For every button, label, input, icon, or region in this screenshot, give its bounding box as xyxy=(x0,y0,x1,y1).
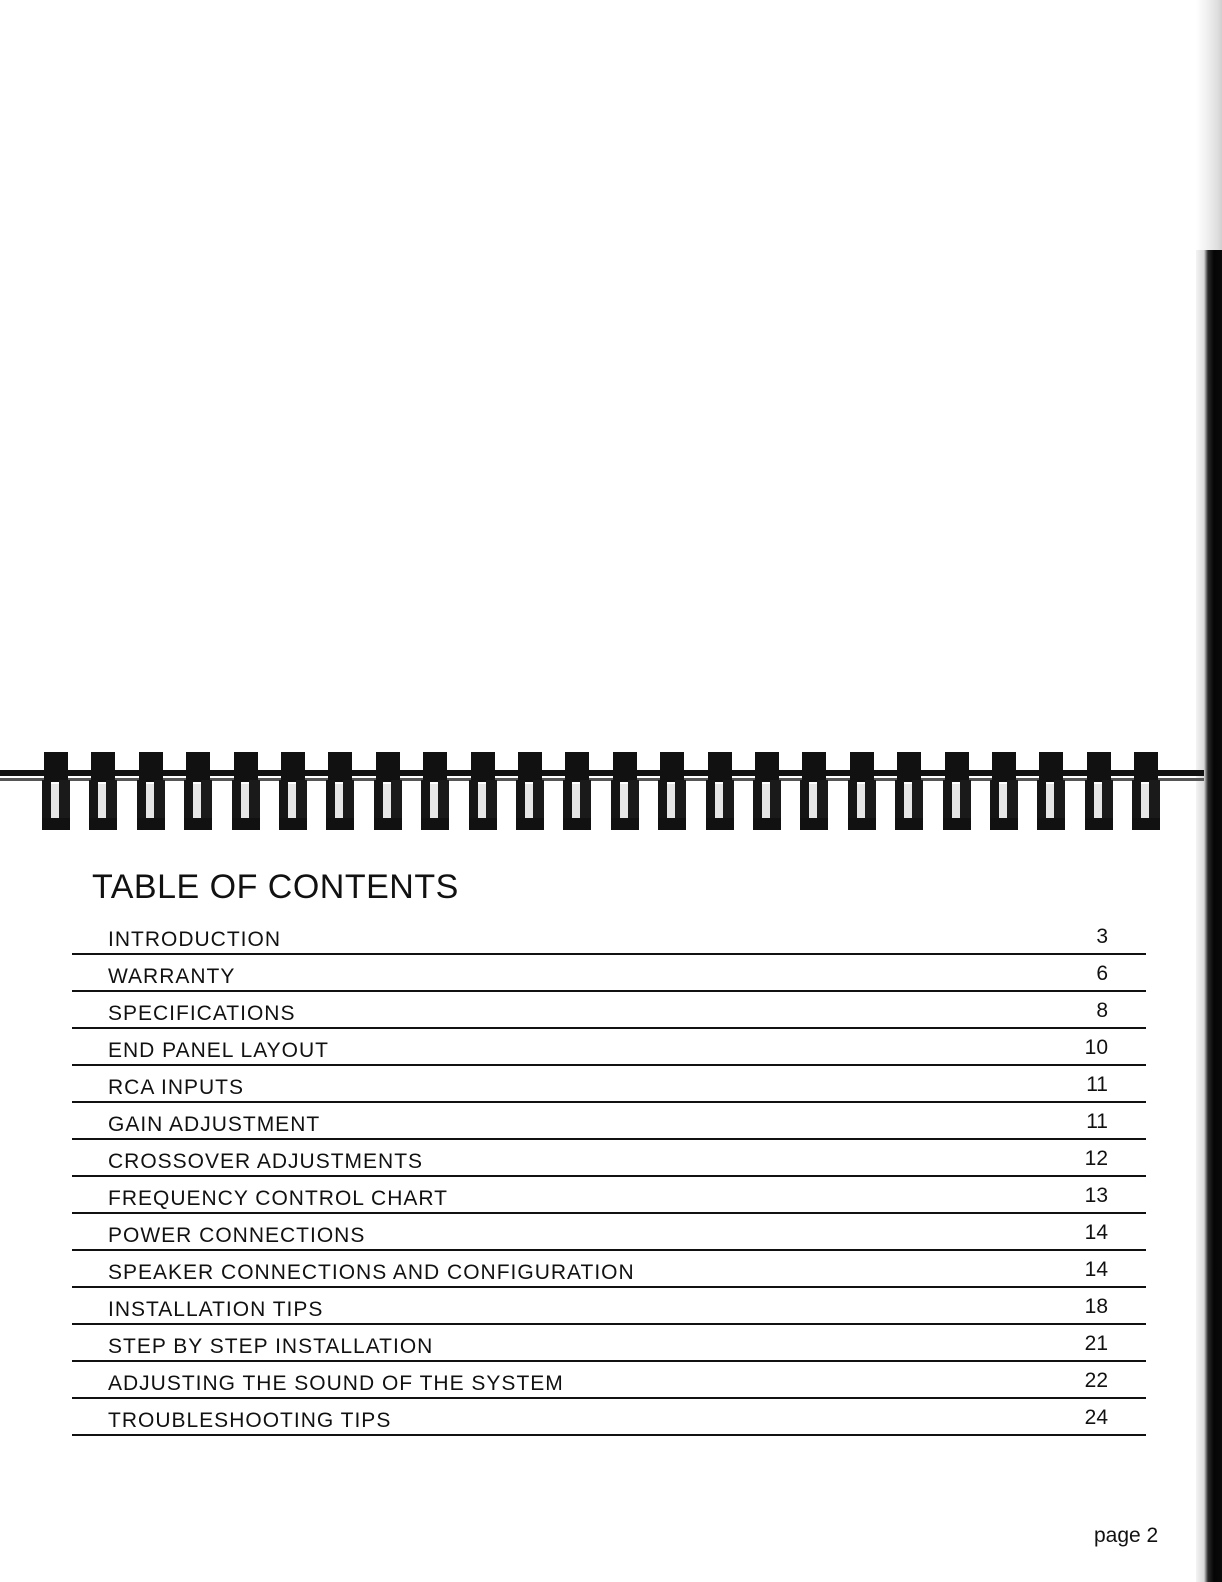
binding-coil xyxy=(848,752,876,832)
toc-entry-label: SPECIFICATIONS xyxy=(108,1002,296,1025)
toc-entry-page: 10 xyxy=(1084,1036,1108,1059)
toc-entry-label: INSTALLATION TIPS xyxy=(108,1298,324,1321)
binding-coil xyxy=(753,752,781,832)
toc-entry[interactable] xyxy=(72,1251,1146,1288)
toc-entry-label: WARRANTY xyxy=(108,965,236,988)
binding-coil xyxy=(374,752,402,832)
toc-entry-page: 11 xyxy=(1086,1073,1108,1096)
toc-entry-label: STEP BY STEP INSTALLATION xyxy=(108,1335,434,1358)
binding-coil xyxy=(469,752,497,832)
binding-coil xyxy=(184,752,212,832)
binding-coil xyxy=(706,752,734,832)
page-number: page 2 xyxy=(1094,1524,1159,1547)
toc-entry[interactable] xyxy=(72,1325,1146,1362)
toc-entry-label: GAIN ADJUSTMENT xyxy=(108,1113,321,1136)
toc-entry[interactable] xyxy=(72,1362,1146,1399)
toc-entry-label: TROUBLESHOOTING TIPS xyxy=(108,1409,392,1432)
toc-entry-page: 11 xyxy=(1086,1110,1108,1133)
toc-entry-page: 13 xyxy=(1084,1184,1108,1207)
spiral-binding xyxy=(0,752,1204,836)
toc-entry[interactable] xyxy=(72,1214,1146,1251)
binding-coil xyxy=(1037,752,1065,832)
binding-coil xyxy=(658,752,686,832)
toc-entry-page: 8 xyxy=(1096,999,1108,1022)
toc-entry-page: 18 xyxy=(1084,1295,1108,1318)
toc-entry-page: 22 xyxy=(1084,1369,1108,1392)
toc-entry-label: FREQUENCY CONTROL CHART xyxy=(108,1187,448,1210)
toc-entry[interactable] xyxy=(72,1177,1146,1214)
binding-coil xyxy=(42,752,70,832)
toc-entry-page: 21 xyxy=(1084,1332,1108,1355)
toc-list xyxy=(72,918,1146,1436)
toc-entry-page: 6 xyxy=(1096,962,1108,985)
toc-entry[interactable] xyxy=(72,918,1146,955)
binding-spine-shadow xyxy=(0,778,1204,781)
toc-entry[interactable] xyxy=(72,955,1146,992)
binding-coil xyxy=(421,752,449,832)
toc-entry[interactable] xyxy=(72,1029,1146,1066)
toc-entry-page: 12 xyxy=(1084,1147,1108,1170)
binding-coil xyxy=(232,752,260,832)
toc-entry-label: POWER CONNECTIONS xyxy=(108,1224,366,1247)
binding-coil xyxy=(611,752,639,832)
toc-entry[interactable] xyxy=(72,1066,1146,1103)
toc-entry[interactable] xyxy=(72,992,1146,1029)
binding-coil xyxy=(89,752,117,832)
binding-spine xyxy=(0,770,1204,776)
toc-entry-label: ADJUSTING THE SOUND OF THE SYSTEM xyxy=(108,1372,564,1395)
toc-entry[interactable] xyxy=(72,1288,1146,1325)
toc-entry-label: SPEAKER CONNECTIONS AND CONFIGURATION xyxy=(108,1261,635,1284)
binding-coil xyxy=(516,752,544,832)
binding-coil xyxy=(990,752,1018,832)
toc-entry[interactable] xyxy=(72,1399,1146,1436)
toc-entry-page: 14 xyxy=(1084,1258,1108,1281)
toc-entry[interactable] xyxy=(72,1103,1146,1140)
toc-entry-label: INTRODUCTION xyxy=(108,928,281,951)
binding-coil xyxy=(943,752,971,832)
toc-title: TABLE OF CONTENTS xyxy=(92,868,459,906)
toc-entry-label: RCA INPUTS xyxy=(108,1076,245,1099)
binding-coil xyxy=(1132,752,1160,832)
toc-entry-label: CROSSOVER ADJUSTMENTS xyxy=(108,1150,424,1173)
toc-entry-page: 3 xyxy=(1096,925,1108,948)
toc-entry-page: 14 xyxy=(1084,1221,1108,1244)
binding-coil xyxy=(1085,752,1113,832)
binding-coil xyxy=(895,752,923,832)
toc-entry-page: 24 xyxy=(1084,1406,1108,1429)
binding-coil xyxy=(326,752,354,832)
binding-coil xyxy=(137,752,165,832)
binding-coil xyxy=(279,752,307,832)
binding-coil xyxy=(563,752,591,832)
page-edge-highlight xyxy=(1196,0,1222,250)
toc-entry[interactable] xyxy=(72,1140,1146,1177)
binding-coil xyxy=(800,752,828,832)
toc-entry-label: END PANEL LAYOUT xyxy=(108,1039,329,1062)
